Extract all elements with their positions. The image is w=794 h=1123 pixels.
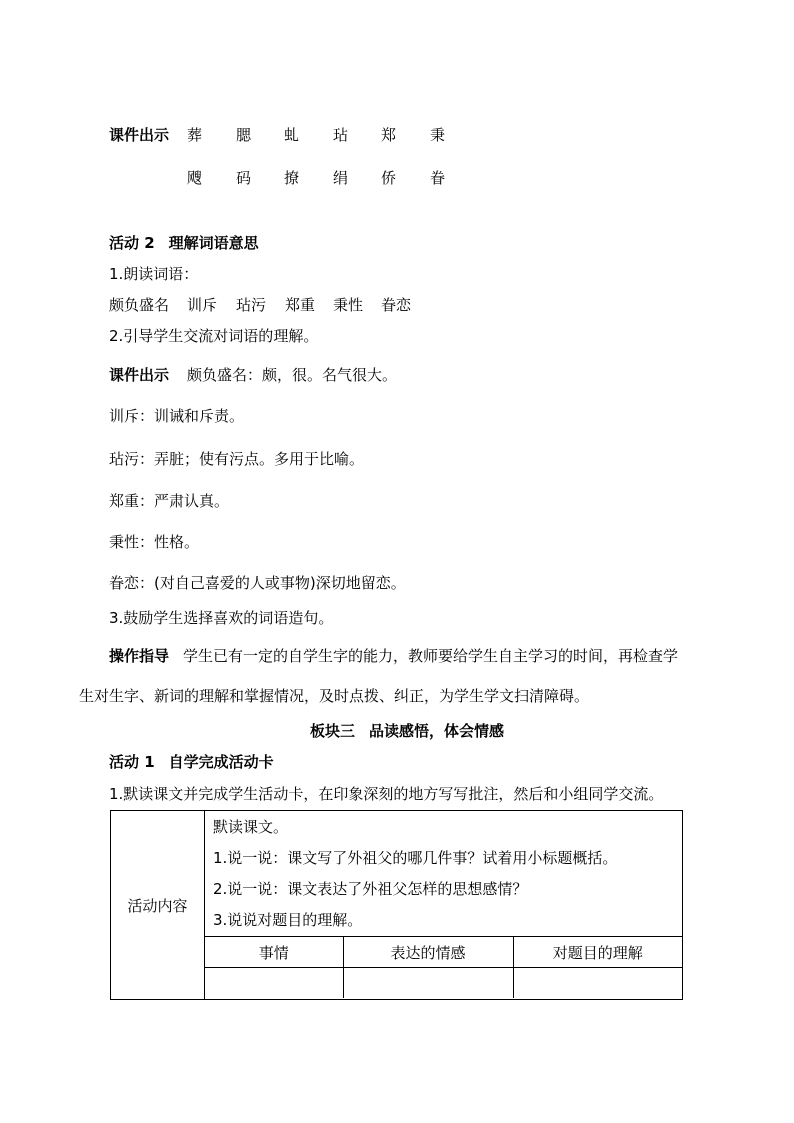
activity-title: 自学完成活动卡 <box>168 753 274 771</box>
step-1: 1.朗读词语： <box>109 265 199 283</box>
activity-content-cell <box>205 811 683 1000</box>
guidance-text: 学生已有一定的自学生字的能力，教师要给学生自主学习的时间，再检查学 <box>183 647 679 665</box>
activity-label: 活动 1 <box>109 753 155 771</box>
section-label: 板块三 <box>309 722 355 740</box>
definition: 秉性：性格。 <box>109 533 200 551</box>
card-line: 默读课文。 <box>213 818 289 836</box>
character: 眷 <box>430 169 446 187</box>
activity-content-header: 活动内容 <box>111 811 205 1000</box>
definition: 颇负盛名：颇，很。名气很大。 <box>187 366 398 384</box>
activity-2-heading <box>109 236 259 251</box>
courseware-label: 课件出示 <box>109 366 170 384</box>
column-header: 表达的情感 <box>343 937 513 968</box>
character: 码 <box>236 169 252 187</box>
character: 虬 <box>284 126 300 144</box>
answer-cell[interactable] <box>343 968 513 999</box>
activity-1-instruction: 1.默读课文并完成学生活动卡，在印象深刻的地方写写批注，然后和小组同学交流。 <box>109 785 664 803</box>
card-line: 3.说说对题目的理解。 <box>213 911 363 929</box>
card-line: 1.说一说：课文写了外祖父的哪几件事？试着用小标题概括。 <box>213 849 618 867</box>
step-2: 2.引导学生交流对词语的理解。 <box>109 327 319 345</box>
guidance-paragraph-line-1 <box>109 649 678 664</box>
courseware-label: 课件出示 <box>109 126 170 144</box>
definition: 郑重：严肃认真。 <box>109 492 230 510</box>
character: 侨 <box>381 169 397 187</box>
character-row-1 <box>0 128 794 146</box>
word: 训斥 <box>187 296 218 314</box>
word: 玷污 <box>236 296 267 314</box>
word: 郑重 <box>285 296 316 314</box>
definition: 眷恋：(对自己喜爱的人或事物)深切地留恋。 <box>109 574 406 592</box>
step-3: 3.鼓励学生选择喜欢的词语造句。 <box>109 609 334 627</box>
word: 秉性 <box>333 296 364 314</box>
section-title: 品读感悟，体会情感 <box>369 722 505 740</box>
character: 绢 <box>333 169 349 187</box>
character: 撩 <box>284 169 300 187</box>
guidance-paragraph-line-2: 生对生字、新词的理解和掌握情况，及时点拨、纠正，为学生学文扫清障碍。 <box>79 687 590 705</box>
character: 玷 <box>333 126 349 144</box>
card-line: 2.说一说：课文表达了外祖父怎样的思想感情？ <box>213 880 528 898</box>
character: 秉 <box>430 126 446 144</box>
section-heading <box>0 724 794 739</box>
courseware-definitions-heading <box>109 368 397 383</box>
response-table <box>205 936 682 998</box>
word-list <box>0 298 794 316</box>
character: 葬 <box>187 126 203 144</box>
column-header: 事情 <box>205 937 343 968</box>
word: 颇负盛名 <box>109 296 170 314</box>
word: 眷恋 <box>381 296 412 314</box>
activity-card-table <box>110 810 683 1000</box>
character-row-2 <box>0 171 794 189</box>
answer-cell[interactable] <box>205 968 343 999</box>
definition: 玷污：弄脏；使有污点。多用于比喻。 <box>109 450 365 468</box>
character: 飕 <box>187 169 203 187</box>
character: 郑 <box>381 126 397 144</box>
definition: 训斥：训诫和斥责。 <box>109 407 245 425</box>
column-header: 对题目的理解 <box>513 937 682 968</box>
guidance-label: 操作指导 <box>109 647 170 665</box>
answer-cell[interactable] <box>513 968 682 999</box>
activity-1-heading <box>109 755 274 770</box>
character: 腮 <box>236 126 252 144</box>
activity-title: 理解词语意思 <box>168 234 259 252</box>
activity-label: 活动 2 <box>109 234 155 252</box>
